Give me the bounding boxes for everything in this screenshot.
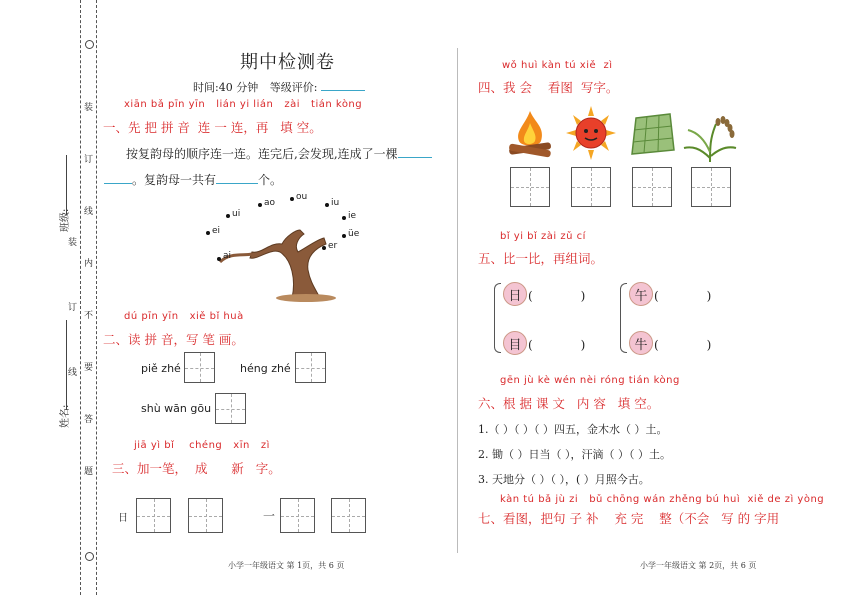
binding-strip [0,0,100,595]
final-dot-ue[interactable] [342,234,346,238]
compare-char-niu: 牛 [629,331,653,355]
seal-char: 答 [84,415,94,425]
seal-left-char: 订 [68,303,78,313]
new-char-grid-3[interactable] [280,498,315,533]
tree-trunk [250,230,326,298]
picture-char-grid-1[interactable] [510,167,550,207]
final-dot-ou[interactable] [290,197,294,201]
picture-char-grid-2[interactable] [571,167,611,207]
meta-grade: 等级评价: [269,81,318,94]
grade-blank[interactable] [321,90,365,91]
exam-meta [193,79,365,95]
compare-brace-left [494,283,501,353]
field-picture [628,110,678,160]
recite-line-1[interactable]: 1.（ ）（ ）（ ）四五，金木水（ ）土。 [478,423,668,436]
count-blank[interactable] [216,183,258,184]
page-title: 期中检测卷 [240,52,335,73]
class-label: 班级: [60,208,71,232]
name-blank[interactable] [66,320,67,410]
compare-char-ri: 日 [503,282,527,306]
binding-line-inner [96,0,97,595]
tree-base [276,294,336,302]
final-er: er [328,241,338,251]
sun-picture [566,106,616,160]
section7-pinyin: kàn tú bǎ jù zi bǔ chōng wán zhěng bú huì xiě de zì yòng [500,494,825,505]
section1-title: 一、先 把 拼 音 连 一 连，再 填 空。 [103,120,322,135]
seal-char: 要 [84,363,94,373]
section7-title: 七、看图，把句 子 补 充 完 整（不会 写 的 字用 [478,511,780,526]
stroke-grid-2[interactable] [295,352,326,383]
tree-illustration [200,190,370,305]
final-ai: ai [223,251,232,261]
recite-line-3[interactable]: 3. 天地分（ ）（ ），( ）月照今古。 [478,473,650,486]
seal-left-char: 线 [68,368,78,378]
final-dot-ui[interactable] [226,214,230,218]
seal-char: 不 [84,311,94,321]
section1-text-b: 。复韵母一共有 [132,173,217,187]
new-char-grid-2[interactable] [188,498,223,533]
compare-char-mu: 目 [503,331,527,355]
seal-char: 装 [84,103,94,113]
final-ie: ie [348,211,357,221]
section1-text-line2 [104,171,282,188]
page2-footer: 小学一年级语文 第 2页，共 6 页 [640,561,757,570]
seal-char: 题 [84,467,94,477]
final-iu: iu [331,198,340,208]
meta-time: 时间:40 分钟 [193,81,259,94]
section6-pinyin: gēn jù kè wén nèi róng tián kòng [500,375,680,386]
seal-left-char: 装 [68,238,78,248]
final-ao: ao [264,198,276,208]
seal-char: 订 [84,155,94,165]
stroke-grid-1[interactable] [184,352,215,383]
section6-title: 六、根 据 课 文 内 容 填 空。 [478,396,660,411]
binding-line-outer [80,0,81,595]
new-char-grid-1[interactable] [136,498,171,533]
section3-pinyin: jiā yì bǐ chéng xīn zì [134,440,270,451]
tree-blank-2[interactable] [104,183,132,184]
section5-title: 五、比一比，再组词。 [478,251,604,266]
page1-footer: 小学一年级语文 第 1页，共 6 页 [228,561,345,570]
final-dot-er[interactable] [322,246,326,250]
new-char-grid-4[interactable] [331,498,366,533]
section2-pinyin: dú pīn yīn xiě bǐ huà [124,311,244,322]
section1-text-a: 按复韵母的顺序连一连。连完后,会发现,连成了一棵 [126,147,398,161]
section4-pinyin: wǒ huì kàn tú xiě zì [502,60,613,71]
compare-brace-right [620,283,627,353]
name-label: 姓名: [60,404,71,428]
word-blank-wu[interactable]: ( ) [654,289,712,303]
final-dot-ie[interactable] [342,216,346,220]
page-divider [457,48,458,553]
final-dot-ai[interactable] [217,257,221,261]
section3-title: 三、加一笔， 成 新 字。 [112,461,281,476]
class-blank[interactable] [66,155,67,215]
tree-blank-1[interactable] [398,157,432,158]
stroke-pinyin-1: piě zhé [141,362,181,375]
section1-pinyin: xiān bǎ pīn yīn lián yi lián zài tián kòng [124,99,363,110]
picture-char-grid-4[interactable] [691,167,731,207]
section1-text-line1 [126,145,432,162]
binding-circle [85,552,94,561]
final-ei: ei [212,226,221,236]
section1-text-c: 个。 [258,173,283,187]
stroke-grid-3[interactable] [215,393,246,424]
final-ue: üe [348,229,360,239]
final-dot-iu[interactable] [325,203,329,207]
section5-pinyin: bǐ yi bǐ zài zǔ cí [500,231,586,242]
stroke-pinyin-3: shù wān gōu [141,402,212,415]
final-dot-ei[interactable] [206,231,210,235]
recite-line-2[interactable]: 2. 锄（ ）日当（ ），汗滴（ ）（ ）土。 [478,448,671,461]
word-blank-niu[interactable]: ( ) [654,338,712,352]
section4-title: 四、我 会 看图 写字。 [478,80,619,95]
add-stroke-char-yi: 一 [263,509,276,523]
fire-picture [505,107,555,162]
seal-char: 线 [84,207,94,217]
word-blank-ri[interactable]: ( ) [528,289,586,303]
final-dot-ao[interactable] [258,203,262,207]
seal-char: 内 [84,259,94,269]
binding-circle [85,40,94,49]
final-ou: ou [296,192,308,202]
section2-title: 二、读 拼 音，写 笔 画。 [103,332,244,347]
stroke-pinyin-2: héng zhé [240,362,291,375]
compare-char-wu: 午 [629,282,653,306]
word-blank-mu[interactable]: ( ) [528,338,586,352]
final-ui: ui [232,209,241,219]
add-stroke-char-ri: 日 [118,513,128,524]
rice-plant-picture [680,108,740,163]
picture-char-grid-3[interactable] [632,167,672,207]
